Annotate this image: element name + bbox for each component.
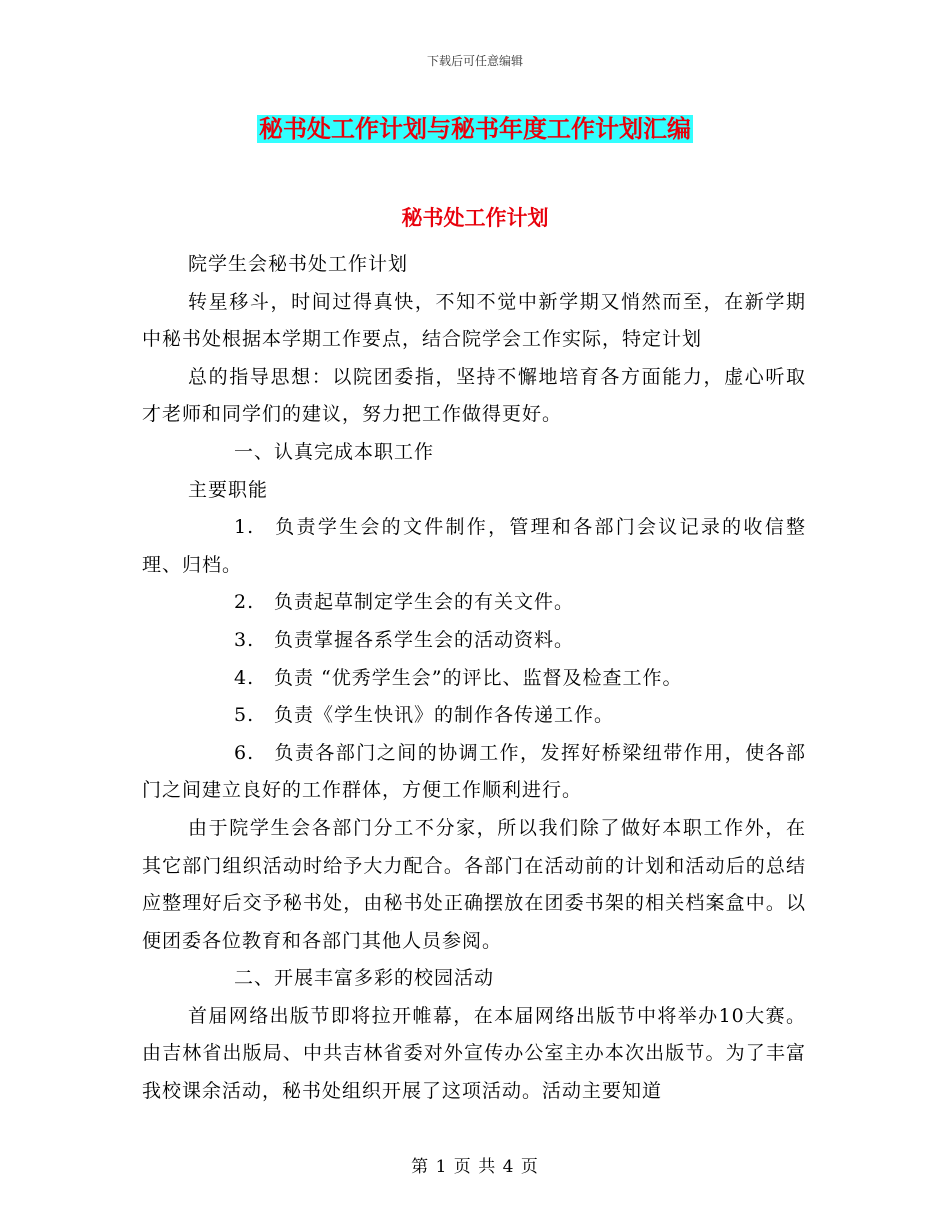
document-body [142, 246, 806, 1111]
list-number: 1. [234, 516, 255, 539]
list-text: 负责各部门之间的协调工作，发挥好桥梁纽带作用，使各部门之间建立良好的工作群体，方便工作顺利进行。 [142, 741, 806, 802]
list-item [142, 660, 806, 698]
paragraph: 总的指导思想：以院团委指，坚持不懈地培育各方面能力，虚心听取才老师和同学们的建议，努力把工作做得更好。 [142, 365, 806, 426]
section-title: 秘书处工作计划 [401, 206, 549, 230]
list-text: 负责起草制定学生会的有关文件。 [274, 591, 575, 614]
paragraph: 首届网络出版节即将拉开帷幕，在本届网络出版节中将举办10大赛。由吉林省出版局、中共吉林省委对外宣传办公室主办本次出版节。为了丰富我校课余活动，秘书处组织开展了这项活动。活动主要知道 [142, 1004, 806, 1103]
document-title-text: 秘书处工作计划与秘书年度工作计划汇编 [259, 115, 691, 143]
heading-text: 认真完成本职工作 [274, 440, 435, 463]
list-text: 负责掌握各系学生会的活动资料。 [274, 628, 575, 651]
paragraph: 主要职能 [188, 478, 269, 501]
list-number: 5. [234, 704, 255, 727]
heading-one [142, 434, 806, 472]
heading-text: 开展丰富多彩的校园活动 [274, 967, 495, 990]
document-title [0, 112, 950, 146]
header-note: 下载后可任意编辑 [426, 54, 523, 68]
paragraph: 由于院学生会各部门分工不分家，所以我们除了做好本职工作外，在其它部门组织活动时给予大力配合。各部门在活动前的计划和活动后的总结应整理好后交予秘书处，由秘书处正确摆放在团委书架的相关档案盒中。以便团委各位教育和各部门其他人员参阅。 [142, 816, 806, 952]
paragraph: 院学生会秘书处工作计划 [188, 253, 409, 275]
page-footer: 第 1 页 共 4 页 [411, 1157, 539, 1177]
list-number: 3. [234, 628, 255, 651]
list-text: 负责 “优秀学生会”的评比、监督及检查工作。 [274, 666, 683, 689]
heading-two [142, 960, 806, 998]
list-item [142, 735, 806, 810]
list-item [142, 622, 806, 660]
list-number: 6. [234, 741, 255, 764]
list-item [142, 697, 806, 735]
list-number: 2. [234, 591, 255, 614]
heading-number: 二、 [234, 967, 275, 990]
list-text: 负责学生会的文件制作，管理和各部门会议记录的收信整理、归档。 [142, 516, 806, 576]
paragraph: 转星移斗，时间过得真快，不知不觉中新学期又悄然而至，在新学期中秘书处根据本学期工作要点，结合院学会工作实际，特定计划 [142, 290, 806, 351]
list-number: 4. [234, 666, 255, 689]
heading-number: 一、 [234, 440, 275, 463]
list-item [142, 584, 806, 622]
list-item [142, 509, 806, 584]
list-text: 负责《学生快讯》的制作各传递工作。 [274, 704, 615, 727]
